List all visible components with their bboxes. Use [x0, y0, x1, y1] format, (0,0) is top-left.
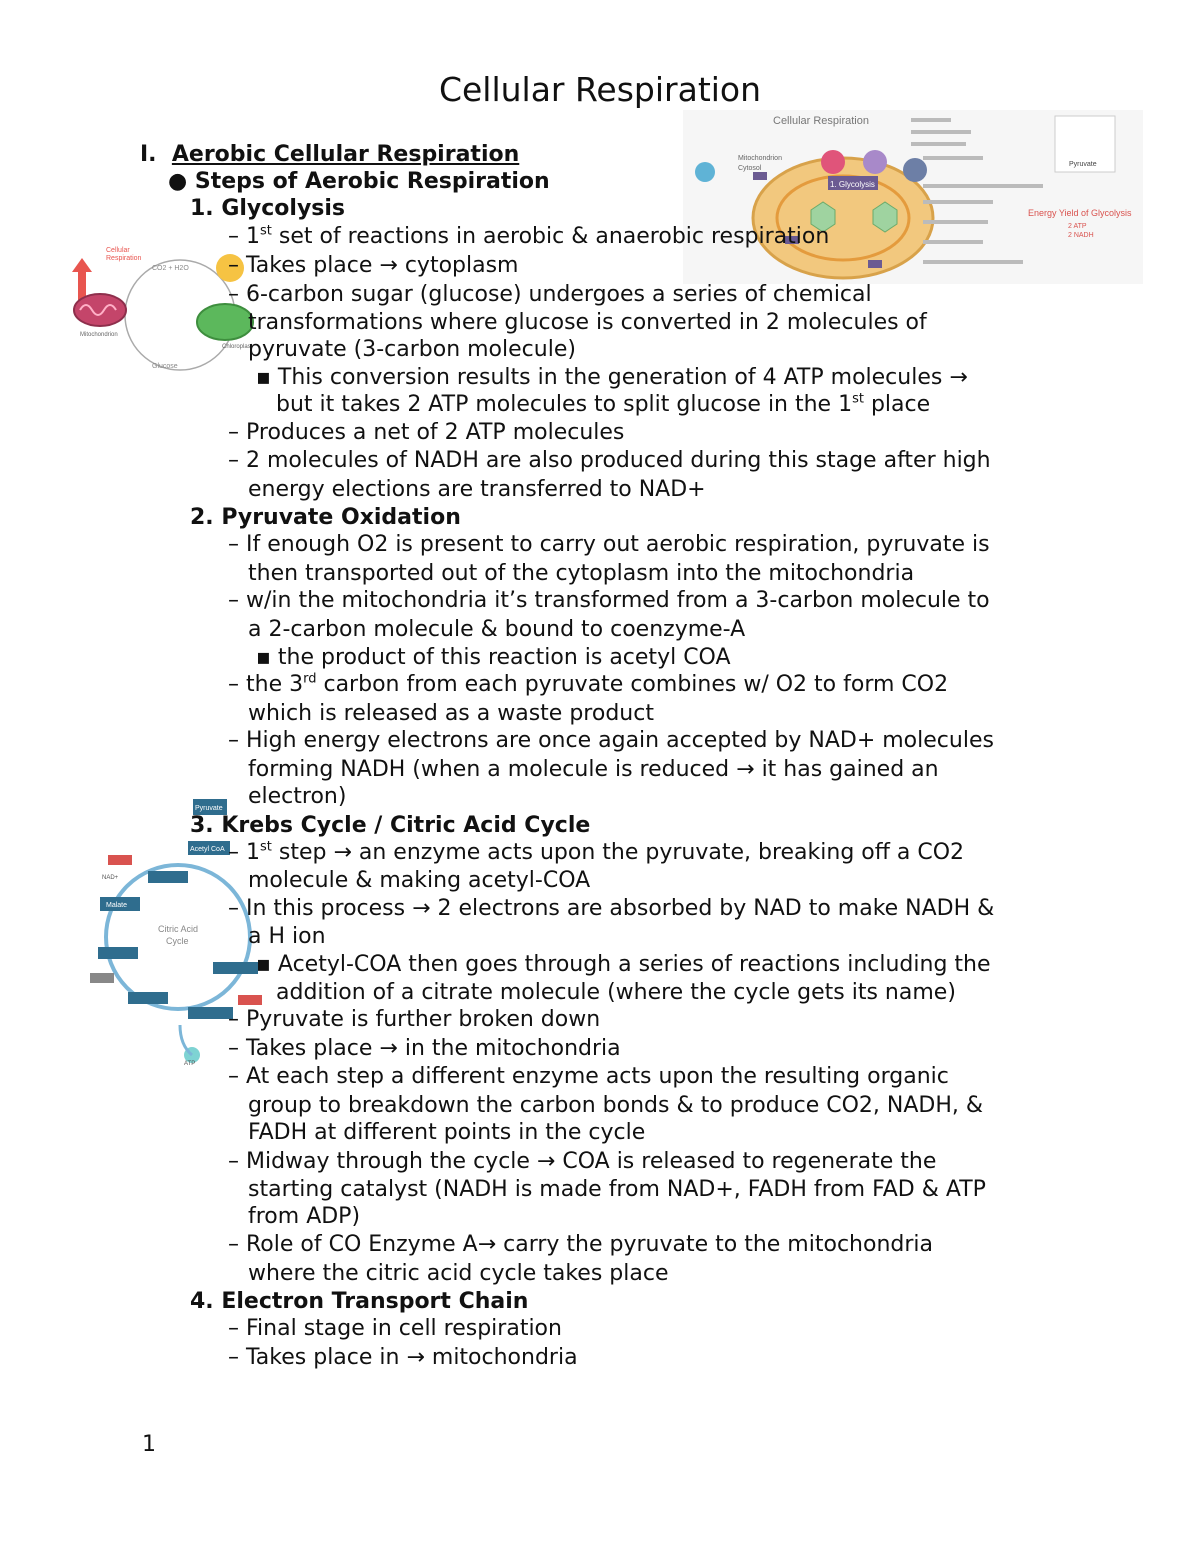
bullet-line: – In this process → 2 electrons are absorbed by NAD to make NADH & — [228, 896, 995, 921]
svg-text:Pyruvate: Pyruvate — [195, 805, 223, 812]
svg-text:Malate: Malate — [106, 902, 128, 909]
svg-text:Mitochondrion: Mitochondrion — [80, 332, 118, 338]
svg-text:Acetyl CoA: Acetyl CoA — [190, 846, 225, 853]
bullet-line: – 2 molecules of NADH are also produced during this stage after high — [228, 448, 991, 473]
bullet-line: – Takes place → cytoplasm — [228, 253, 519, 278]
bullet-line: – the 3rd carbon from each pyruvate combines w/ O2 to form CO2 — [228, 671, 949, 697]
bullet-line: – 1st set of reactions in aerobic & anaerobic respiration — [228, 223, 830, 249]
svg-text:Glucose: Glucose — [152, 363, 178, 370]
text-line: electron) — [248, 784, 347, 809]
text-line: which is released as a waste product — [248, 701, 654, 726]
step-4-heading: 4. Electron Transport Chain — [190, 1289, 529, 1314]
text-line: transformations where glucose is converted in 2 molecules of — [248, 310, 927, 335]
text-line: where the citric acid cycle takes place — [248, 1261, 669, 1286]
section-heading: I. Aerobic Cellular Respiration — [140, 142, 520, 167]
text-line: energy elections are transferred to NAD+ — [248, 477, 706, 502]
text-line: starting catalyst (NADH is made from NAD+, FADH from FAD & ATP — [248, 1177, 986, 1202]
bullet-line: – High energy electrons are once again accepted by NAD+ molecules — [228, 728, 994, 753]
svg-text:2 NADH: 2 NADH — [1068, 232, 1094, 239]
text-line: but it takes 2 ATP molecules to split glucose in the 1st place — [276, 391, 931, 417]
bullet-line: – At each step a different enzyme acts upon the resulting organic — [228, 1064, 949, 1089]
svg-text:Chloroplast: Chloroplast — [222, 344, 253, 350]
svg-text:1. Glycolysis: 1. Glycolysis — [830, 180, 875, 189]
subheading: ● Steps of Aerobic Respiration — [168, 169, 550, 194]
svg-text:Pyruvate: Pyruvate — [1069, 161, 1097, 168]
bullet-line: – Final stage in cell respiration — [228, 1316, 562, 1341]
page-number: 1 — [142, 1432, 156, 1457]
svg-text:Cycle: Cycle — [166, 936, 189, 946]
text-line: from ADP) — [248, 1204, 361, 1229]
text-line: then transported out of the cytoplasm into the mitochondria — [248, 561, 915, 586]
page-title: Cellular Respiration — [438, 70, 762, 109]
bullet-line: – Midway through the cycle → COA is released to regenerate the — [228, 1149, 937, 1174]
bullet-line: – Takes place in → mitochondria — [228, 1345, 578, 1370]
text-line: a H ion — [248, 924, 326, 949]
text-line: a 2-carbon molecule & bound to coenzyme-A — [248, 617, 746, 642]
svg-text:NAD+: NAD+ — [102, 875, 119, 881]
text-line: pyruvate (3-carbon molecule) — [248, 337, 576, 362]
step-1-heading: 1. Glycolysis — [190, 196, 346, 221]
bullet-line: – 6-carbon sugar (glucose) undergoes a series of chemical — [228, 282, 872, 307]
svg-text:CO2 + H2O: CO2 + H2O — [152, 265, 189, 272]
text-line: addition of a citrate molecule (where the cycle gets its name) — [276, 980, 956, 1005]
svg-text:Cellular: Cellular — [106, 247, 130, 254]
sub-bullet-line: ▪ This conversion results in the generation of 4 ATP molecules → — [256, 365, 968, 390]
glycolysis-figure — [683, 110, 1143, 284]
bullet-line: – Pyruvate is further broken down — [228, 1007, 601, 1032]
text-line: molecule & making acetyl-COA — [248, 868, 591, 893]
text-line: group to breakdown the carbon bonds & to produce CO2, NADH, & — [248, 1093, 984, 1118]
svg-text:Cytosol: Cytosol — [738, 165, 762, 172]
bullet-line: – w/in the mitochondria it’s transformed from a 3-carbon molecule to — [228, 588, 990, 613]
svg-text:Respiration: Respiration — [106, 255, 142, 262]
svg-text:Energy Yield of Glycolysis: Energy Yield of Glycolysis — [1028, 208, 1132, 218]
text-line: FADH at different points in the cycle — [248, 1120, 646, 1145]
fig-title: Cellular Respiration — [773, 115, 869, 127]
sub-bullet-line: ▪ Acetyl-COA then goes through a series of reactions including the — [256, 952, 991, 977]
bullet-line: – Role of CO Enzyme A→ carry the pyruvate to the mitochondria — [228, 1232, 933, 1257]
up-arrow-icon — [78, 270, 86, 300]
text-line: forming NADH (when a molecule is reduced → it has gained an — [248, 757, 939, 782]
bullet-line: – If enough O2 is present to carry out aerobic respiration, pyruvate is — [228, 532, 990, 557]
bullet-line: – Produces a net of 2 ATP molecules — [228, 420, 625, 445]
svg-text:2 ATP: 2 ATP — [1068, 223, 1087, 230]
svg-text:Mitochondrion: Mitochondrion — [738, 155, 782, 162]
step-3-heading: 3. Krebs Cycle / Citric Acid Cycle — [190, 813, 591, 838]
sub-bullet-line: ▪ the product of this reaction is acetyl COA — [256, 645, 731, 670]
bullet-line: – 1st step → an enzyme acts upon the pyruvate, breaking off a CO2 — [228, 839, 965, 865]
svg-text:ATP: ATP — [184, 1061, 196, 1067]
bullet-line: – Takes place → in the mitochondria — [228, 1036, 621, 1061]
svg-text:Citric Acid: Citric Acid — [158, 924, 199, 934]
step-2-heading: 2. Pyruvate Oxidation — [190, 505, 461, 530]
